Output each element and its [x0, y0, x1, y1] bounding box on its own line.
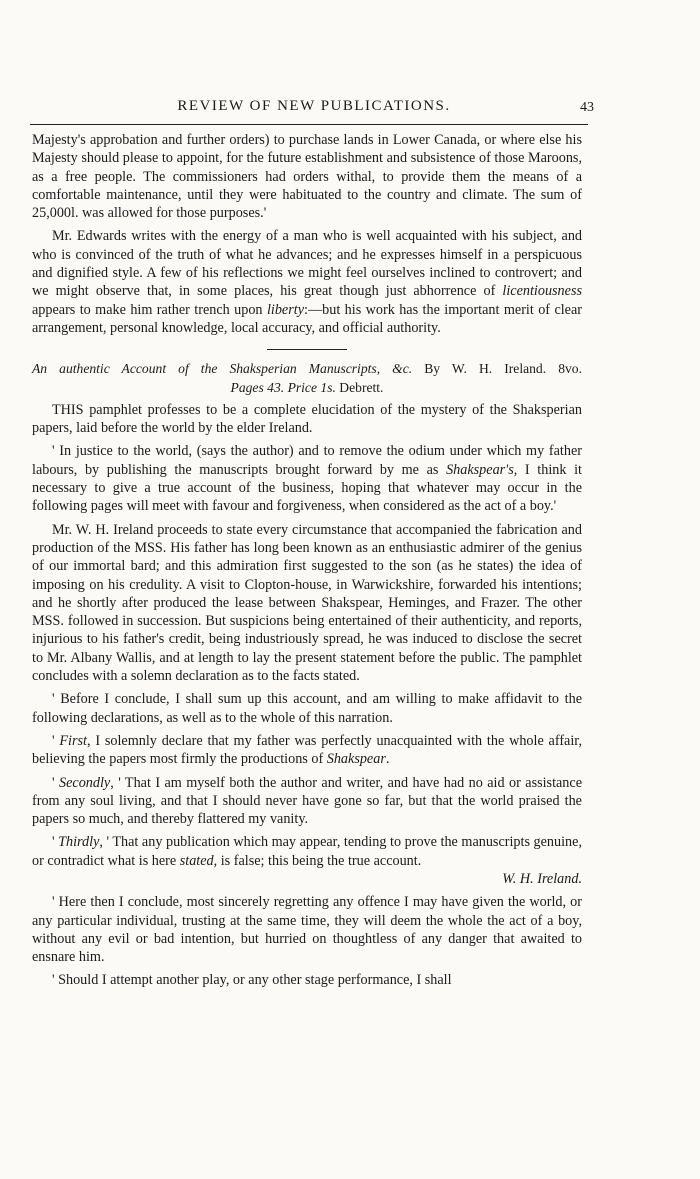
running-head: REVIEW OF NEW PUBLICATIONS. [177, 98, 451, 114]
body-text [32, 131, 582, 990]
quote-justice: ' In justice to the world, (says the author) and to remove the odium under which my father labours, by publishing the manuscripts brought forward by me as Shakspear's, I think it necessary to give a true account of the business, hoping that whatever may occur in the following pages will meet with favour and forgiveness, when considered as the act of a boy.' [32, 443, 582, 515]
signature: W. H. Ireland. [502, 870, 582, 887]
quote-before-conclude: ' Before I conclude, I shall sum up this account, and am willing to make affidavit to the following declarations, as well as to the whole of this narration. [32, 691, 582, 726]
section-divider [267, 349, 347, 350]
book-publisher: Debrett. [339, 379, 384, 395]
book-pages: Pages 43. [230, 379, 285, 395]
review-heading [32, 360, 582, 378]
book-title: An authentic Account of the Shaksperian Manuscripts, &c. [32, 361, 413, 377]
paragraph-edwards-review: Mr. Edwards writes with the energy of a man who is well acquainted with his subject, and who is convinced of the truth of what he advances; and he expresses himself in a perspicuous and dignified style. A few of his reflections we might feel ourselves inclined to controvert; and we might observe that, in some places, his great though just abhorrence of licentiousness appears to make him rather trench upon liberty:—but his work has the important merit of clear arrangement, personal knowledge, local accuracy, and official authority. [32, 228, 582, 336]
quote-second-declaration: ' Secondly, ' That I am myself both the author and writer, and have had no aid or assistance from any soul living, and that I should never have gone so far, but that the world praised the papers so much, and thereby flattered my vanity. [32, 774, 582, 828]
quote-third-declaration: ' Thirdly, ' That any publication which may appear, tending to prove the manuscripts genuine, or contradict what is here stated, is false; this being the true account. [32, 834, 582, 869]
paragraph-ireland-account: Mr. W. H. Ireland proceeds to state every circumstance that accompanied the fabrication and production of the MSS. His father has long been known as an enthusiastic admirer of the genius of our immortal bard; and this admiration first suggested to the son (as he states) the idea of imposing on his credulity. A visit to Clopton-house, in Warwickshire, forwarded his intentions; and he shortly after produced the lease between Shakspear, Heminges, and Frazer. The other MSS. followed in succession. But suspicions being entertained of their authenticity, and reports, injurious to his father's credit, being industriously spread, he was induced to disclose the secret to Mr. Albany Wallis, and at length to lay the present statement before the public. The pamphlet concludes with a solemn declaration as to the facts stated. [32, 521, 582, 685]
paragraph-maroons: Majesty's approbation and further orders) to purchase lands in Lower Canada, or where else his Majesty should please to appoint, for the future establishment and subsistence of those Maroons, as a free people. The commissioners had orders withal, to provide them the means of a comfortable maintenance, until they were habituated to the country and climate. The sum of 25,000l. was allowed for those purposes.' [32, 132, 582, 222]
page-number: 43 [580, 100, 594, 115]
quote-first-declaration: ' First, I solemnly declare that my father was perfectly unacquainted with the whole affair, believing the papers most firmly the productions of Shakspear. [32, 732, 582, 768]
review-heading-details [32, 379, 582, 397]
book-price: Price 1s. [287, 379, 336, 395]
header-rule [30, 124, 588, 125]
page-header [40, 98, 594, 120]
book-author: By W. H. Ireland. [424, 361, 547, 377]
quote-another-play: ' Should I attempt another play, or any other stage performance, I shall [52, 972, 452, 989]
paragraph-pamphlet-intro: THIS pamphlet professes to be a complete elucidation of the mystery of the Shaksperian papers, laid before the world by the elder Ireland. [32, 401, 582, 437]
book-format: 8vo. [558, 361, 582, 377]
quote-conclusion: ' Here then I conclude, most sincerely regretting any offence I may have given the world, or any particular individual, trusting at the same time, they will deem the whole the act of a boy, without any evil or bad intention, but hurried on thoughtless of any danger that awaited to ensnare him. [32, 894, 582, 966]
